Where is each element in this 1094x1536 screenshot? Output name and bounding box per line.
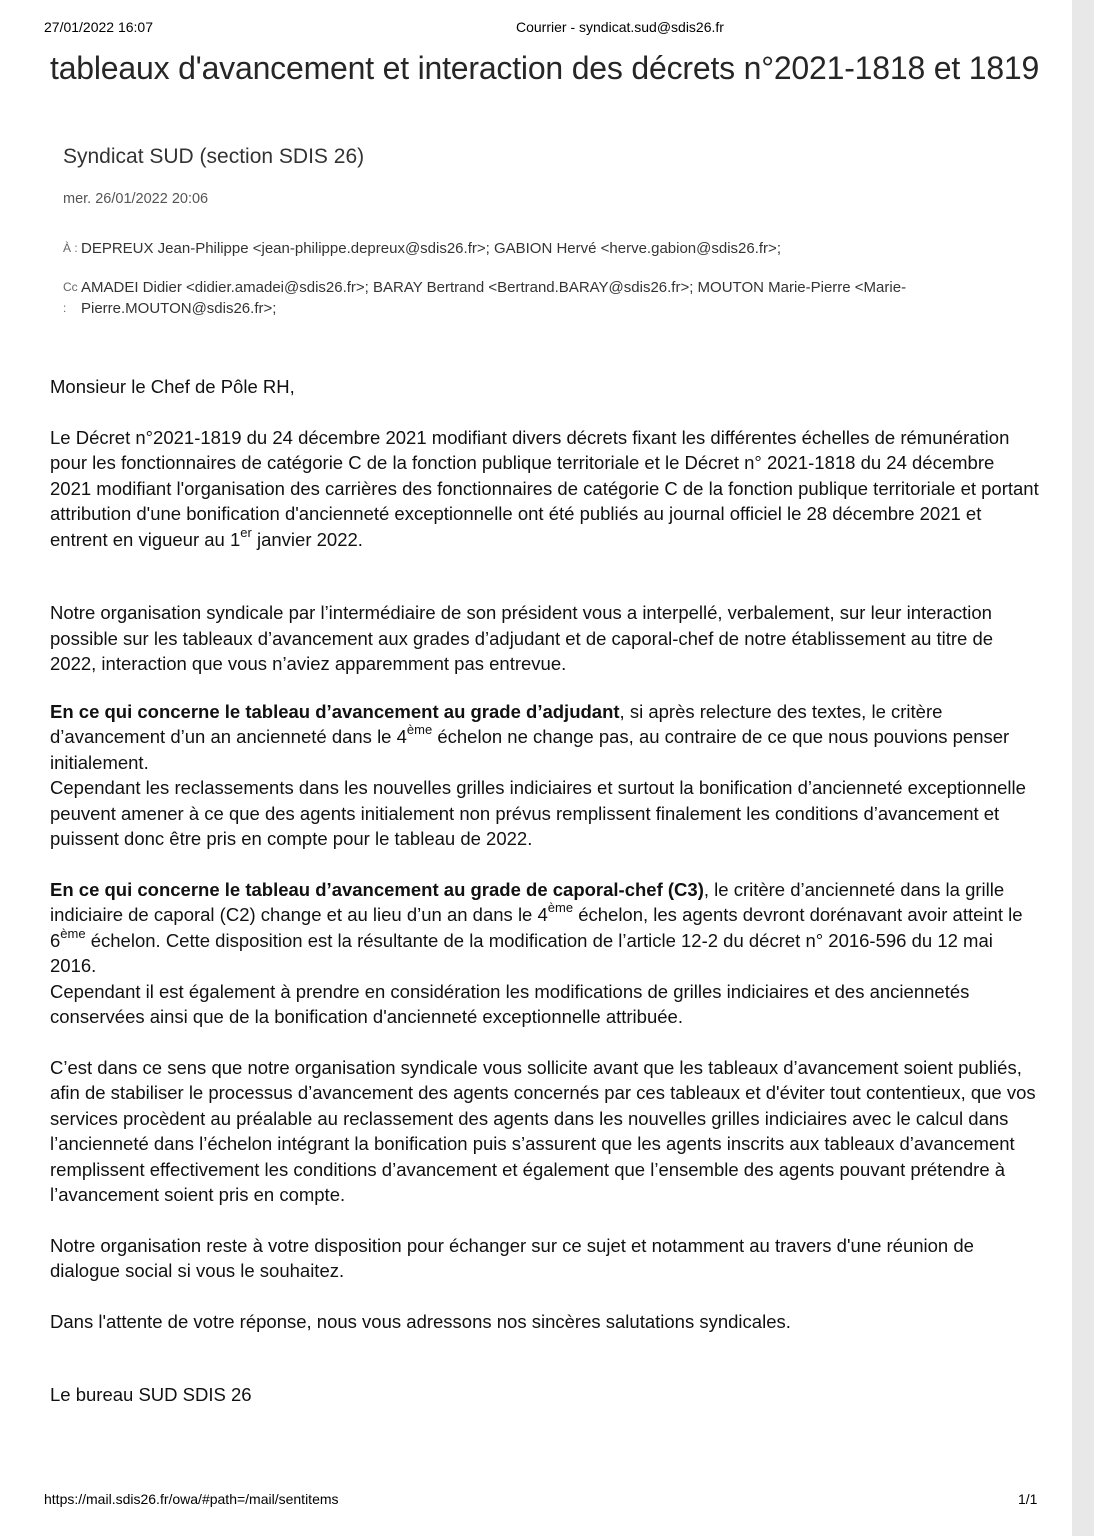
print-window-title: Courrier - syndicat.sud@sdis26.fr — [516, 19, 724, 35]
print-page-number: 1/1 — [1018, 1491, 1038, 1507]
paragraph-interpellation: Notre organisation syndicale par l’intermédiaire de son président vous a interpellé, verbalement, sur leur interaction possible sur les tableaux d’avancement aux grades d’adjudant et de caporal-chef de notre établissement au titre de 2022, interaction que vous n’aviez apparemment pas entrevue. — [50, 602, 994, 674]
paragraph-adjudant: En ce qui concerne le tableau d’avancement au grade d’adjudant, si après relecture des textes, le critère d’avancement d’un an ancienneté dans le 4ème échelon ne change pas, au contraire de ce que nous pouvions penser initialement. — [50, 700, 1010, 773]
paragraph-decrees: Le Décret n°2021-1819 du 24 décembre 2021 modifiant divers décrets fixant les différentes échelles de rémunération pour les fonctionnaires de catégorie C de la fonction publique territoriale et le Décret n° 2021-1818 du 24 décembre 2021 modifiant l'organisation des carrières des fonctionnaires de catégorie C de la fonction publique territoriale et portant attribution d'une bonification d'ancienneté exceptionnelle ont été publiés au journal officiel le 28 décembre 2021 et entrent en vigueur au 1er janvier 2022. — [50, 426, 1039, 550]
paragraph-disposition: Notre organisation reste à votre disposition pour échanger sur ce sujet et notamment au travers d'une réunion de dialogue social si vous le souhaitez. — [50, 1234, 974, 1281]
paragraph-caporal-chef: En ce qui concerne le tableau d’avancement au grade de caporal-chef (C3), le critère d’ancienneté dans la grille indiciaire de caporal (C2) change et au lieu d’un an dans le 4ème échelon, les agents devront dorénavant avoir atteint le 6ème échelon. Cette disposition est la résultante de la modification de l’article 12-2 du décret n° 2016-596 du 12 mai 2016. — [50, 878, 1023, 976]
paragraph-adjudant-reclassement: Cependant les reclassements dans les nouvelles grilles indiciaires et surtout la bonification d’ancienneté exceptionnelle peuvent amener à ce que des agents initialement non prévus remplissent finalement les conditions d’avancement et puissent donc être pris en compte pour le tableau de 2022. — [50, 777, 1026, 849]
email-subject: tableaux d'avancement et interaction des décrets n°2021-1818 et 1819 — [50, 50, 1040, 86]
email-body — [50, 374, 1040, 1408]
paragraph-sollicitation: C’est dans ce sens que notre organisation syndicale vous sollicite avant que les tableaux d’avancement soient publiés, afin de stabiliser le processus d’avancement des agents concernés par ces tableaux et d'éviter tout contentieux, que vos services procèdent au préalable au reclassement des agents dans les nouvelles grilles indiciaires avec le calcul dans l’ancienneté dans l’échelon intégrant la bonification puis s’assurent que les agents inscrits aux tableaux d’avancement remplissent effectivement les conditions d’avancement et également que l’ensemble des agents pouvant prétendre à l’avancement soient pris en compte. — [50, 1056, 1036, 1205]
page-edge-strip — [1072, 0, 1094, 1536]
paragraph-caporal-chef-grilles: Cependant il est également à prendre en considération les modifications de grilles indiciaires et des anciennetés conservées ainsi que de la bonification d'ancienneté exceptionnelle attribuée. — [50, 980, 970, 1027]
cc-recipients — [63, 277, 963, 319]
email-date: mer. 26/01/2022 20:06 — [63, 191, 209, 207]
greeting: Monsieur le Chef de Pôle RH, — [50, 376, 295, 397]
print-datetime: 27/01/2022 16:07 — [44, 19, 153, 35]
cc-label: Cc : — [63, 280, 78, 315]
signature: Le bureau SUD SDIS 26 — [50, 1384, 252, 1405]
to-label: À : — [63, 241, 78, 255]
to-list[interactable]: DEPREUX Jean-Philippe <jean-philippe.depreux@sdis26.fr>; GABION Hervé <herve.gabion@sdis26.fr>; — [81, 240, 781, 257]
to-recipients — [63, 238, 781, 259]
cc-list[interactable]: AMADEI Didier <didier.amadei@sdis26.fr>; BARAY Bertrand <Bertrand.BARAY@sdis26.fr>; MOUTON Marie-Pierre <Marie-Pierre.MOUTON@sdis26.fr>; — [81, 279, 907, 317]
print-url: https://mail.sdis26.fr/owa/#path=/mail/sentitems — [44, 1491, 339, 1507]
email-sender[interactable]: Syndicat SUD (section SDIS 26) — [63, 145, 365, 168]
paragraph-salutations: Dans l'attente de votre réponse, nous vous adressons nos sincères salutations syndicales. — [50, 1310, 791, 1332]
